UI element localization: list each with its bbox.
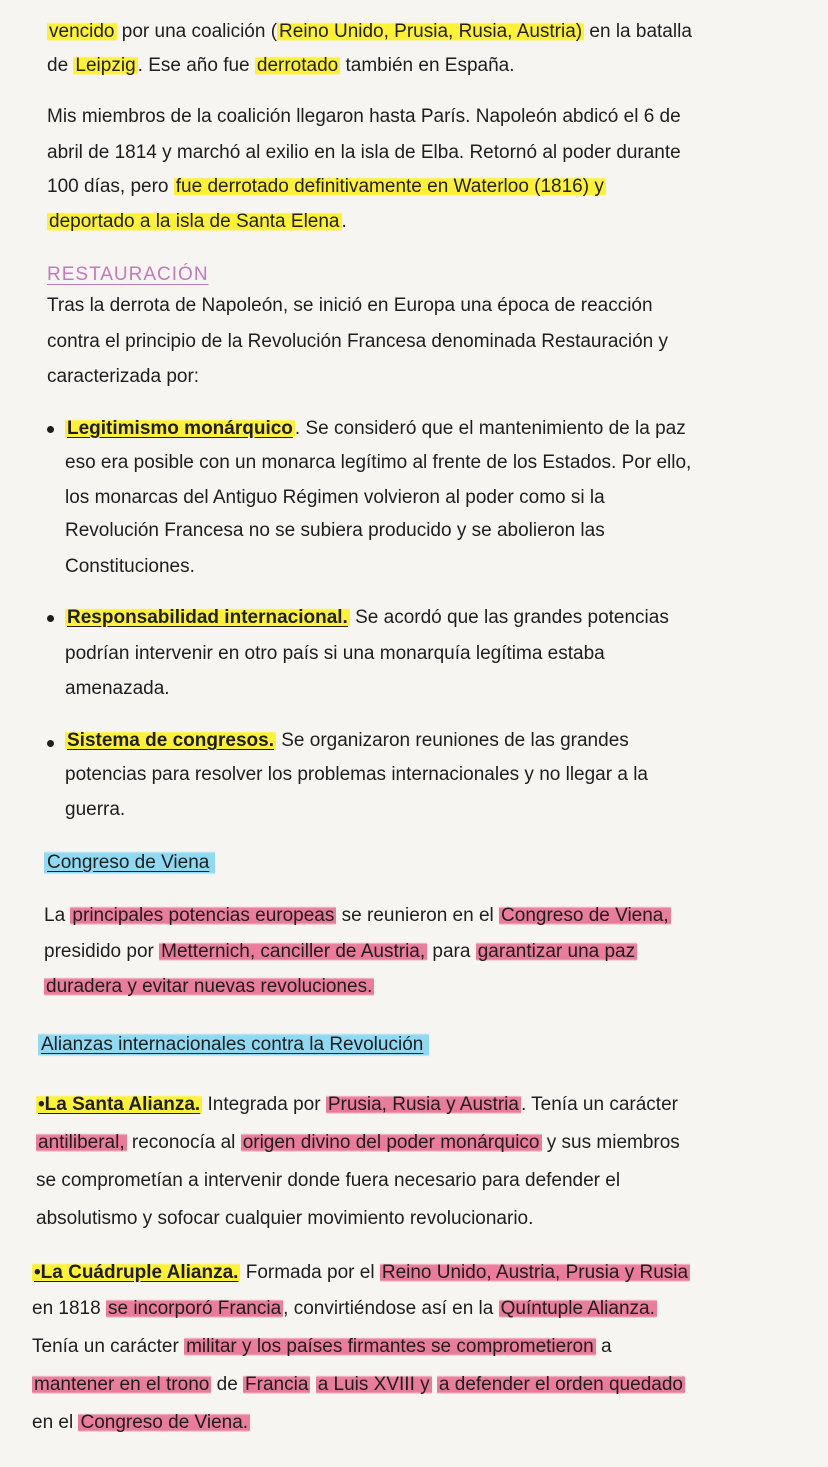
text: Se organizaron reuniones de las grandes: [275, 730, 629, 751]
term-santa-alianza: •La Santa Alianza.: [38, 1094, 201, 1115]
highlight-coalicion: Reino Unido, Prusia, Rusia, Austria): [279, 21, 583, 42]
cuadruple-line5: [32, 1410, 250, 1436]
viena-line1: [44, 903, 671, 929]
text: de: [211, 1374, 244, 1395]
restauracion-line2: contra el principio de la Revolución Francesa denominada Restauración y: [47, 331, 669, 352]
highlight-orden: a defender el orden quedado: [438, 1374, 683, 1395]
term-sistema-congresos: Sistema de congresos.: [67, 730, 274, 751]
bullet1-line5: Constituciones.: [65, 556, 195, 577]
term-legitimismo: Legitimismo monárquico: [67, 418, 293, 439]
restauracion-line1: Tras la derrota de Napoleón, se inició en Europa una época de reacción: [47, 295, 653, 316]
bullet-dot: [47, 615, 54, 622]
text: en el: [32, 1412, 79, 1433]
text: Integrada por: [202, 1094, 326, 1115]
bullet2-line3: amenazada.: [65, 678, 170, 699]
term-cuadruple-alianza: •La Cuádruple Alianza.: [34, 1262, 239, 1283]
bullet3-line1: [65, 728, 629, 754]
highlight-paz: garantizar una paz: [477, 941, 636, 962]
santa-line4: absolutismo y sofocar cualquier movimiento revolucionario.: [36, 1208, 534, 1229]
text: , convirtiéndose así en la: [283, 1298, 499, 1319]
highlight-origen-divino: origen divino del poder monárquico: [242, 1132, 540, 1153]
text: . Ese año fue: [137, 55, 255, 76]
p1-line1: [47, 19, 692, 45]
highlight-francia-2: Francia: [245, 1374, 309, 1395]
bullet-dot: [47, 740, 54, 747]
highlight-leipzig: Leipzig: [75, 55, 136, 76]
cuadruple-line1: [32, 1260, 690, 1286]
text: en 1818: [32, 1298, 106, 1319]
bullet3-line3: guerra.: [65, 799, 126, 820]
text: .: [341, 211, 347, 232]
p2-line1: Mis miembros de la coalición llegaron hasta París. Napoleón abdicó el 6 de: [47, 106, 681, 127]
bullet2-line2: podrían intervenir en otro país si una monarquía legítima estaba: [65, 643, 605, 664]
bullet1-line4: Revolución Francesa no se subiera producido y se abolieron las: [65, 520, 605, 541]
text: se reunieron en el: [336, 905, 500, 926]
highlight-potencias: principales potencias europeas: [72, 905, 335, 926]
text: presidido por: [44, 941, 160, 962]
bullet1-line2: eso era posible con un monarca legítimo al frente de los Estados. Por ello,: [65, 452, 692, 473]
highlight-congreso: Congreso de Viena,: [501, 905, 669, 926]
text: Se acordó que las grandes potencias: [349, 607, 669, 628]
santa-line3: se comprometían a intervenir donde fuera necesario para defender el: [36, 1170, 621, 1191]
heading-restauracion: RESTAURACIÓN: [47, 264, 209, 285]
p1-line2: [47, 53, 515, 79]
highlight-vencido: vencido: [49, 21, 115, 42]
text: de: [47, 55, 74, 76]
highlight-congreso-viena: Congreso de Viena.: [80, 1412, 249, 1433]
highlight-luis-xviii: a Luis XVIII y: [317, 1374, 430, 1395]
santa-line2: [36, 1130, 680, 1156]
viena-line3: [44, 974, 374, 1000]
text: . Se consideró que el mantenimiento de la paz: [294, 418, 686, 439]
text: La: [44, 905, 71, 926]
text: [310, 1374, 315, 1395]
highlight-quintuple: Quíntuple Alianza.: [500, 1298, 655, 1319]
viena-line2: [44, 939, 637, 965]
bullet1-line1: [65, 416, 686, 442]
highlight-derrotado: derrotado: [256, 55, 339, 76]
p2-line4: [47, 209, 347, 235]
text: y sus miembros: [541, 1132, 680, 1153]
text: . Tenía un carácter: [520, 1094, 678, 1115]
text: Formada por el: [240, 1262, 380, 1283]
heading-text: Alianzas internacionales contra la Revolución: [38, 1032, 429, 1057]
p2-line3: [47, 174, 606, 200]
text: a: [595, 1336, 612, 1357]
highlight-prusia-rusia-austria: Prusia, Rusia y Austria: [327, 1094, 519, 1115]
bullet3-line2: potencias para resolver los problemas internacionales y no llegar a la: [65, 764, 648, 785]
heading-alianzas: [38, 1032, 429, 1058]
text: en la batalla: [584, 21, 692, 42]
highlight-francia: se incorporó Francia: [107, 1298, 282, 1319]
highlight-duradera: duradera y evitar nuevas revoluciones.: [46, 976, 373, 997]
cuadruple-line3: [32, 1334, 612, 1360]
text: 100 días, pero: [47, 176, 174, 197]
highlight-trono: mantener en el trono: [34, 1374, 210, 1395]
text: para: [427, 941, 476, 962]
bullet-dot: [47, 426, 54, 433]
highlight-santa-elena: deportado a la isla de Santa Elena: [49, 211, 340, 232]
highlight-waterloo: fue derrotado definitivamente en Waterloo (1816) y: [175, 176, 604, 197]
text: también en España.: [340, 55, 515, 76]
santa-line1: [36, 1092, 678, 1118]
highlight-reino-unido-austria: Reino Unido, Austria, Prusia y Rusia: [381, 1262, 689, 1283]
highlight-antiliberal: antiliberal,: [38, 1132, 125, 1153]
cuadruple-line2: [32, 1296, 657, 1322]
term-responsabilidad: Responsabilidad internacional.: [67, 607, 348, 628]
text: por una coalición (: [116, 21, 278, 42]
heading-text: Congreso de Viena: [44, 850, 215, 875]
highlight-metternich: Metternich, canciller de Austria,: [161, 941, 426, 962]
p2-line2: abril de 1814 y marchó al exilio en la isla de Elba. Retornó al poder durante: [47, 142, 681, 163]
restauracion-line3: caracterizada por:: [47, 366, 200, 387]
highlight-militar: militar y los países firmantes se comprometieron: [186, 1336, 594, 1357]
heading-congreso-viena: [44, 850, 215, 876]
text: reconocía al: [126, 1132, 241, 1153]
cuadruple-line4: [32, 1372, 685, 1398]
bullet2-line1: [65, 605, 669, 631]
bullet1-line3: los monarcas del Antiguo Régimen volvieron al poder como si la: [65, 487, 605, 508]
text: Tenía un carácter: [32, 1336, 185, 1357]
